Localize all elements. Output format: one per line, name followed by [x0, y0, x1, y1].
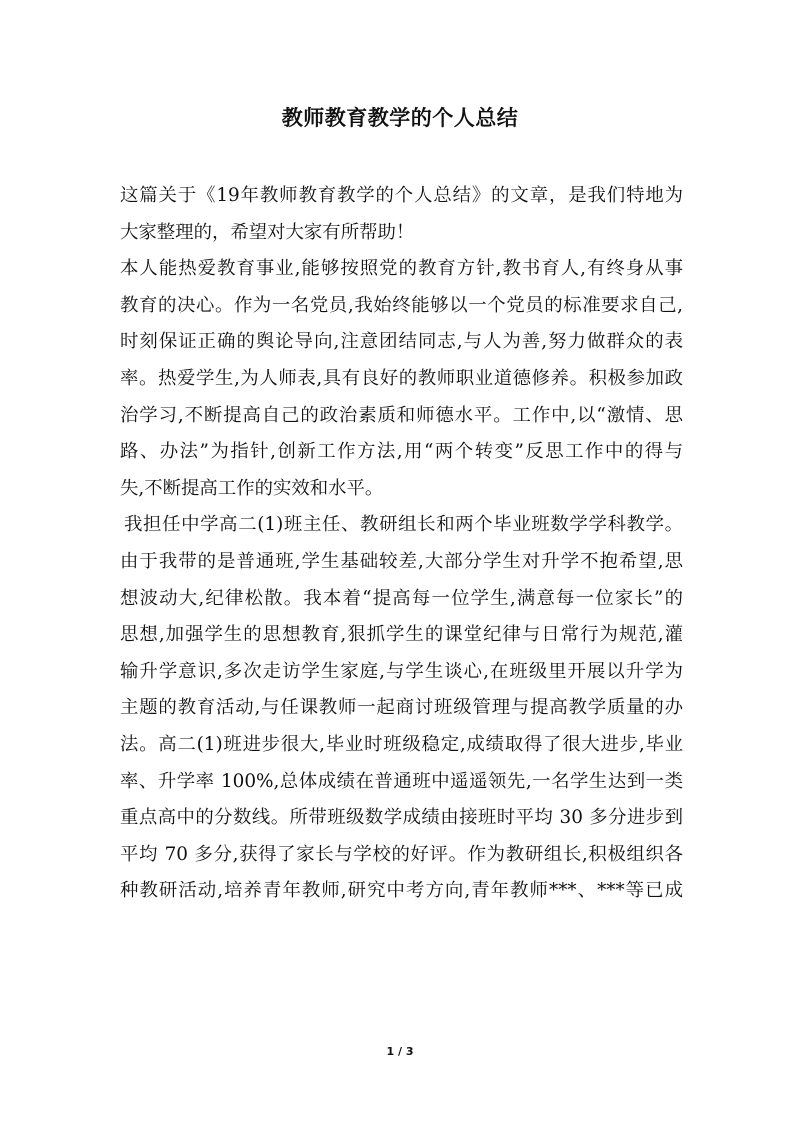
text-line: 这篇关于《19年教师教育教学的个人总结》的文章，是我们特地为	[120, 185, 683, 206]
text-line: 我担任中学高二(1)班主任、教研组长和两个毕业班数学学科教学。	[124, 514, 683, 536]
text-line: 种教研活动,培养青年教师,研究中考方向,青年教师***、***等已成	[120, 880, 683, 902]
text-line: 率、升学率 100%,总体成绩在普通班中遥遥领先,一名学生达到一类	[120, 770, 683, 792]
text-line: 重点高中的分数线。所带班级数学成绩由接班时平均 30 多分进步到	[120, 807, 683, 829]
document-title: 教师教育教学的个人总结	[281, 105, 519, 130]
text-line: 教育的决心。作为一名党员,我始终能够以一个党员的标准要求自己,	[120, 294, 683, 316]
document-body	[120, 178, 683, 910]
text-line: 法。高二(1)班进步很大,毕业时班级稳定,成绩取得了很大进步,毕业	[120, 733, 683, 755]
text-line: 时刻保证正确的舆论导向,注意团结同志,与人为善,努力做群众的表	[120, 331, 683, 353]
text-line: 路、办法”为指针,创新工作方法,用“两个转变”反思工作中的得与	[120, 441, 683, 463]
text-line: 治学习,不断提高自己的政治素质和师德水平。工作中,以“激情、思	[120, 404, 683, 426]
text-line: 思想,加强学生的思想教育,狠抓学生的课堂纪律与日常行为规范,灌	[120, 624, 683, 646]
page-number: 1 / 3	[386, 1045, 414, 1058]
text-line: 想波动大,纪律松散。我本着“提高每一位学生,满意每一位家长”的	[120, 587, 683, 609]
text-line: 率。热爱学生,为人师表,具有良好的教师职业道德修养。积极参加政	[120, 367, 683, 389]
text-line: 本人能热爱教育事业,能够按照党的教育方针,教书育人,有终身从事	[120, 258, 683, 280]
text-line: 主题的教育活动,与任课教师一起商讨班级管理与提高教学质量的办	[120, 697, 683, 719]
text-line: 输升学意识,多次走访学生家庭,与学生谈心,在班级里开展以升学为	[120, 660, 683, 682]
text-line: 平均 70 多分,获得了家长与学校的好评。作为教研组长,积极组织各	[120, 843, 683, 865]
text-line: 由于我带的是普通班,学生基础较差,大部分学生对升学不抱希望,思	[120, 550, 683, 572]
text-line: 大家整理的，希望对大家有所帮助！	[120, 221, 415, 243]
text-line: 失,不断提高工作的实效和水平。	[120, 477, 384, 499]
